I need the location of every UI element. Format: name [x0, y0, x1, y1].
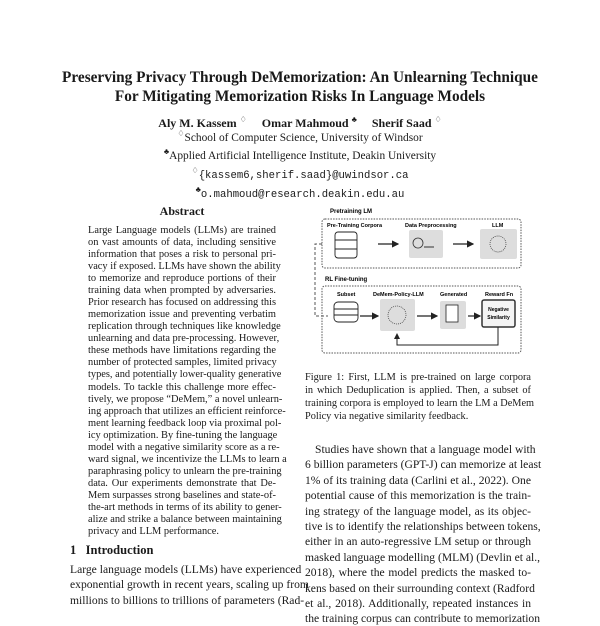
text-line: memorization issue and preventing verbatim — [88, 309, 276, 321]
text-line: Prior research has focused on addressing this — [88, 297, 276, 309]
text-line: exponential growth in recent years, scaling up from — [70, 578, 309, 592]
text-line: masked language modelling (MLM) (Devlin et al., — [305, 550, 541, 564]
text-line: replication through techniques like knowledge — [88, 321, 281, 333]
text-line: 1% of its training data (Carlini et al., 2022). One — [305, 473, 531, 487]
section-heading-introduction: 1 Introduction — [70, 543, 154, 557]
subset-database-icon — [334, 302, 358, 322]
text-line: types, and potentially lower-quality generative — [88, 369, 282, 381]
text-line: privacy and LLM performance. — [88, 526, 219, 537]
affiliation: ♣Applied Artificial Intelligence Institute, Deakin University — [163, 147, 437, 163]
generated-label: Generated — [440, 292, 468, 298]
text-line: ing approach that utilizes an efficient reinforce- — [88, 405, 286, 417]
text-line: 2018), where the model predicts the masked to- — [305, 566, 531, 580]
affiliations — [0, 127, 600, 202]
text-line: ward signal, we incentivize the LLMs to learn a — [88, 453, 287, 465]
author: Omar Mahmoud ♣ — [261, 115, 357, 130]
text-line: millions to billions to trillions of parameters (Rad- — [70, 593, 305, 607]
text-line: these methods have limitations regarding the — [88, 345, 276, 357]
affiliation: ♢School of Computer Science, University of Windsor — [177, 129, 423, 144]
text-line: potential cause of this memorization is the train- — [305, 489, 531, 503]
text-line: either in an auto-regressive LM setup or through — [305, 535, 531, 549]
author: Aly M. Kassem ♢ — [158, 115, 247, 130]
text-line: alize and strike a balance between maintaining — [88, 513, 282, 525]
llm-label: LLM — [492, 223, 504, 229]
corpora-label: Pre-Training Corpora — [327, 223, 383, 229]
reward-function-box — [482, 300, 515, 327]
reward-text: Similarity — [487, 315, 510, 321]
text-line: tively, we propose “DeMem,” a novel unlearn- — [88, 393, 283, 405]
text-line: Studies have shown that a language model with — [315, 443, 536, 456]
text-line: tive is to identify the relationships between tokens, — [305, 520, 541, 533]
text-line: number of protected samples, limited privacy — [88, 357, 277, 369]
paper-title — [0, 68, 600, 106]
text-line: model with a negative similarity score as a re- — [88, 441, 280, 453]
abstract-heading: Abstract — [159, 204, 205, 218]
text-line: Large language models (LLMs) have experienced — [70, 563, 302, 576]
text-line: to memorize and reproduce portions of their — [88, 273, 276, 285]
text-line: unlearning and data pre-processing. However, — [88, 333, 280, 345]
text-line: training data when prompted by adversaries. — [88, 285, 276, 297]
text-line: Figure 1: First, LLM is pre-trained on large corpora — [305, 372, 531, 383]
reward-label: Reward Fn — [485, 292, 514, 298]
text-line: training corpora is employed to learn the LM a DeMem — [305, 398, 535, 409]
reward-text: Negative — [488, 307, 509, 313]
text-line: kens based on their surrounding context (Radford — [305, 581, 535, 595]
policy-llm-icon — [380, 299, 415, 331]
text-line: ment learning feedback loop via proximal pol- — [88, 417, 282, 429]
text-line: in which Deduplication is applied. Then, a subset of — [305, 385, 531, 396]
text-line: Policy via negative similarity feedback. — [305, 411, 469, 422]
text-line: vacy if exposed. LLMs have shown the ability — [88, 261, 281, 273]
text-line: information that poses a risk to personal pri- — [88, 249, 276, 261]
pretraining-label: Pretraining LM — [330, 209, 373, 215]
text-line: ing strategy of the language model, as its objec- — [305, 504, 531, 518]
text-line: Large Language models (LLMs) are trained — [88, 225, 276, 236]
data-preprocessing-icon — [409, 230, 443, 258]
policy-label: DeMem-Policy-LLM — [373, 292, 424, 298]
text-line: icy optimization. By fine-tuning the language — [88, 429, 278, 441]
text-line: 6 billion parameters (GPT-J) can memorize at least — [305, 458, 542, 472]
author: Sherif Saad ♢ — [371, 115, 442, 130]
subset-label: Subset — [337, 292, 356, 298]
rl-finetuning-label: RL Fine-tuning — [325, 277, 368, 283]
text-line: the training corpus can contribute to memorization — [305, 612, 541, 626]
text-line: models. To tackle this challenge more effec- — [88, 381, 276, 393]
database-icon — [335, 232, 357, 258]
email: ♢{kassem6,sherif.saad}@uwindsor.ca — [191, 165, 409, 182]
text-line: paraphrasing policy to unlearn the pre-training — [88, 465, 282, 477]
llm-brain-icon — [480, 229, 517, 259]
email: ♣o.mahmoud@research.deakin.edu.au — [195, 184, 405, 201]
title-line: Preserving Privacy Through DeMemorization: An Unlearning Technique — [62, 69, 538, 86]
text-line: data. Our experiments demonstrate that De- — [88, 477, 276, 489]
text-line: Mem surpasses strong baselines and state-of- — [88, 489, 276, 501]
preprocessing-label: Data Preprocessing — [405, 223, 457, 229]
text-line: et al., 2018). Additionally, repeated instances in — [305, 597, 531, 610]
title-line: For Mitigating Memorization Risks In Language Models — [114, 88, 486, 105]
text-line: the-art methods in terms of its ability to gener- — [88, 501, 282, 513]
figure-1-diagram — [300, 200, 540, 360]
text-line: on vast amounts of data, including sensitive — [88, 237, 276, 249]
